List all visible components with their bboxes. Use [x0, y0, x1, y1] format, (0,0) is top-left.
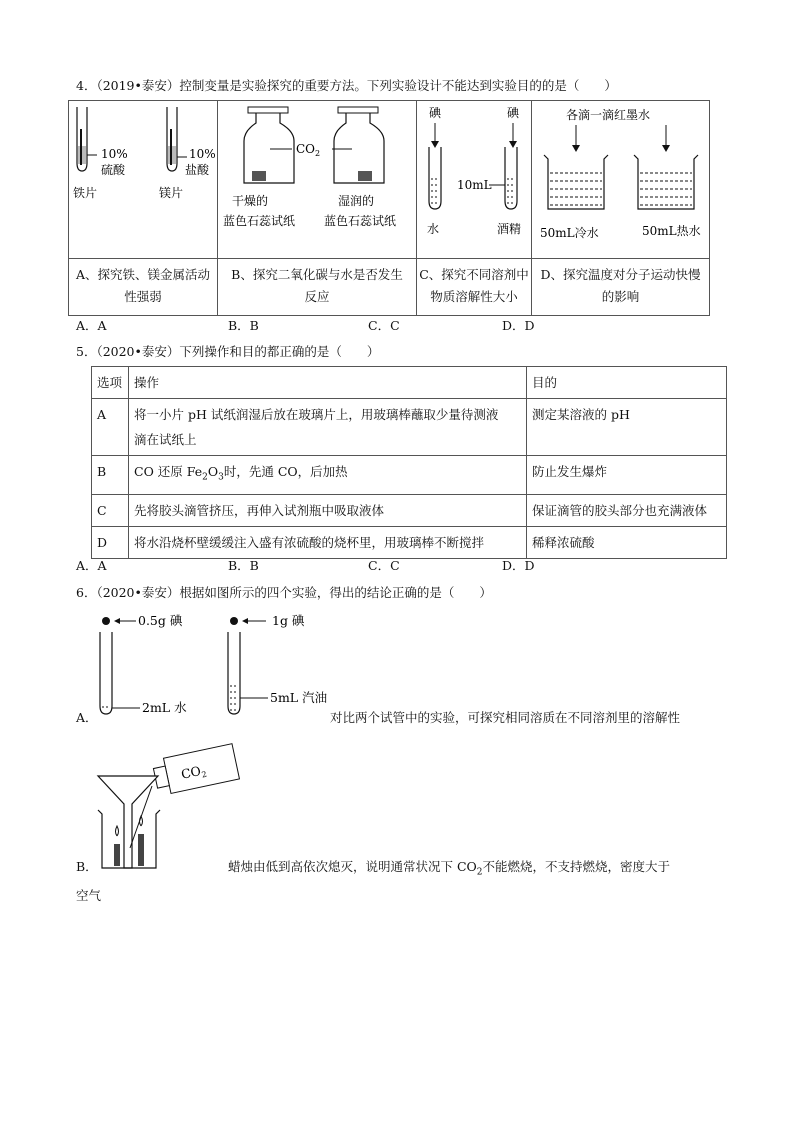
- q5-option-a[interactable]: A．A: [76, 558, 107, 573]
- q4-caption-a: A、探究铁、镁金属活动 性强弱: [69, 259, 218, 316]
- q4-caption-b: B、探究二氧化碳与水是否发生 反应: [218, 259, 417, 316]
- acid-conc-1: 10%: [101, 147, 128, 161]
- gas-label: $CO_2$: [296, 142, 321, 158]
- q4-caption-c: C、探究不同溶剂中 物质溶解性大小: [417, 259, 532, 316]
- q4-options: [76, 316, 535, 334]
- acid-conc-2: 10%: [189, 147, 216, 161]
- q6a-test-tubes-figure: [90, 606, 340, 718]
- solubility-tubes-figure: [417, 101, 531, 255]
- q4-figure-c: [417, 101, 532, 259]
- row-a-operation: 将一小片 pH 试纸润湿后放在玻璃片上，用玻璃棒蘸取少量待测液 滴在试纸上: [129, 399, 527, 456]
- q6b-text: 蜡烛由低到高依次熄灭，说明通常状况下 $CO_2$不能燃烧，不支持燃烧，密度大于: [228, 859, 671, 878]
- hot-water-label: 50mL热水: [642, 224, 701, 238]
- table-row: [92, 399, 727, 456]
- water-amount-label: 2mL 水: [142, 700, 187, 715]
- cold-water-label: 50mL冷水: [540, 226, 599, 240]
- ink-drop-label: 各滴一滴红墨水: [566, 108, 651, 122]
- q4-option-a[interactable]: A．A: [76, 318, 107, 333]
- row-b-operation: CO 还原 $Fe_2O_3$时，先通 CO，后加热: [129, 456, 527, 495]
- q4-figure-d: [532, 101, 710, 259]
- q4-caption-d: D、探究温度对分子运动快慢 的影响: [532, 259, 710, 316]
- table-row: [92, 456, 727, 495]
- iodine-label-1: 碘: [429, 106, 442, 120]
- iodine-label-2: 碘: [507, 106, 520, 120]
- paper-2-line2: 蓝色石蕊试纸: [324, 214, 397, 228]
- solvent-label-2: 酒精: [497, 222, 522, 236]
- q6b-prefix[interactable]: B．: [76, 859, 98, 874]
- table-row: [92, 494, 727, 526]
- row-d-option: D: [92, 526, 129, 558]
- gas-bottles-figure: [218, 101, 416, 255]
- q6a-prefix[interactable]: A．: [76, 710, 98, 725]
- solvent-label-1: 水: [427, 222, 440, 236]
- header-option: 选项: [92, 367, 129, 399]
- q4-option-c[interactable]: C．C: [368, 318, 400, 333]
- header-purpose: 目的: [527, 367, 727, 399]
- q5-option-d[interactable]: D．D: [502, 558, 535, 573]
- q4-stem: 4．（2019•泰安）控制变量是实验探究的重要方法。下列实验设计不能达到实验目的的是（ ）: [76, 78, 617, 93]
- q6a-text: 对比两个试管中的实验，可探究相同溶质在不同溶剂里的溶解性: [330, 710, 681, 725]
- q5-option-b[interactable]: B．B: [228, 558, 259, 573]
- row-a-purpose: 测定某溶液的 pH: [527, 399, 727, 456]
- row-a-option: A: [92, 399, 129, 456]
- paper-1-line2: 蓝色石蕊试纸: [223, 214, 296, 228]
- row-b-purpose: 防止发生爆炸: [527, 456, 727, 495]
- beakers-figure: [532, 101, 709, 255]
- acid-name-1: 硫酸: [101, 163, 126, 177]
- acid-name-2: 盐酸: [185, 163, 210, 177]
- metal-label-1: 铁片: [73, 186, 98, 200]
- iodine-amount-2: 1g 碘: [272, 613, 305, 628]
- q5-options: [76, 556, 535, 574]
- row-d-operation: 将水沿烧杯壁缓缓注入盛有浓硫酸的烧杯里，用玻璃棒不断搅拌: [129, 526, 527, 558]
- row-b-option: B: [92, 456, 129, 495]
- q4-figure-a: [69, 101, 218, 259]
- metal-label-2: 镁片: [159, 186, 184, 200]
- q5-stem: 5．（2020•泰安）下列操作和目的都正确的是（ ）: [76, 344, 380, 359]
- q5-table: [91, 366, 727, 559]
- q4-figure-b: [218, 101, 417, 259]
- q4-option-b[interactable]: B．B: [228, 318, 259, 333]
- q6-stem: 6．（2020•泰安）根据如图所示的四个实验，得出的结论正确的是（ ）: [76, 585, 492, 600]
- row-c-operation: 先将胶头滴管挤压，再伸入试剂瓶中吸取液体: [129, 494, 527, 526]
- paper-1-line1: 干燥的: [232, 194, 269, 208]
- volume-label: 10mL: [457, 178, 492, 192]
- row-c-purpose: 保证滴管的胶头部分也充满液体: [527, 494, 727, 526]
- q6b-candle-beaker-figure: [94, 738, 244, 870]
- row-c-option: C: [92, 494, 129, 526]
- gasoline-amount-label: 5mL 汽油: [270, 690, 328, 705]
- row-d-purpose: 稀释浓硫酸: [527, 526, 727, 558]
- iodine-amount-1: 0.5g 碘: [138, 613, 183, 628]
- table-header-row: [92, 367, 727, 399]
- table-row: [92, 526, 727, 558]
- q6b-text-line2: 空气: [76, 888, 102, 903]
- paper-2-line1: 湿润的: [338, 194, 375, 208]
- header-operation: 操作: [129, 367, 527, 399]
- test-tubes-figure: [69, 101, 217, 255]
- q4-option-d[interactable]: D．D: [502, 318, 535, 333]
- q4-figure-table: [68, 100, 710, 316]
- co2-bottle-label: $CO_2$: [179, 762, 208, 782]
- q5-option-c[interactable]: C．C: [368, 558, 400, 573]
